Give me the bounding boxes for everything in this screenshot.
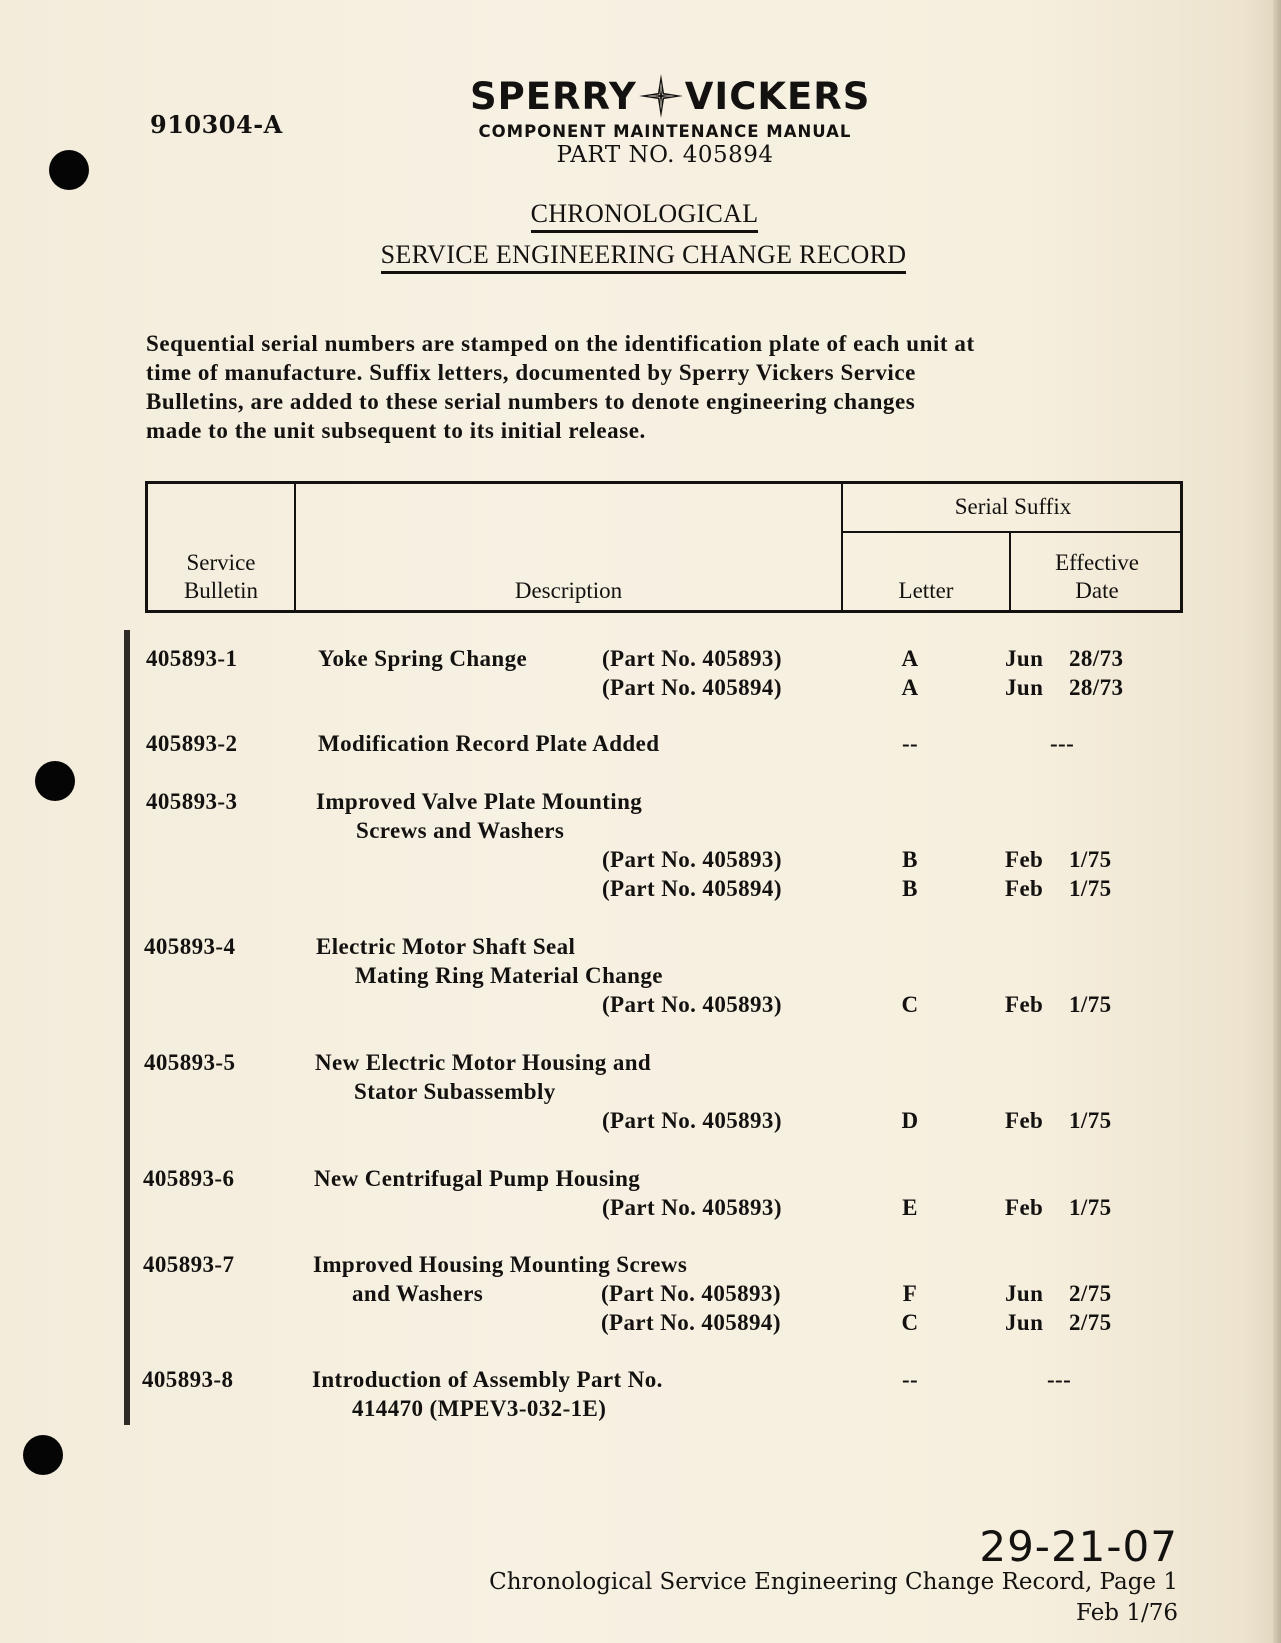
effective-date <box>1005 846 1145 874</box>
bulletin-number: 405893-2 <box>146 731 238 756</box>
description: Modification Record Plate Added <box>318 731 660 756</box>
header-text: Date <box>1075 578 1119 603</box>
bulletin-number: 405893-7 <box>143 1252 235 1277</box>
part-ref: (Part No. 405893) <box>602 992 782 1017</box>
date-month: Feb <box>1005 992 1044 1017</box>
header-text: Bulletin <box>183 578 259 603</box>
bulletin-number: 405893-5 <box>144 1050 236 1075</box>
manual-type: COMPONENT MAINTENANCE MANUAL <box>478 122 852 141</box>
part-ref: (Part No. 405893) <box>602 1108 782 1133</box>
description: New Centrifugal Pump Housing <box>314 1166 641 1191</box>
effective-date <box>1005 875 1145 903</box>
part-ref: (Part No. 405893) <box>602 847 782 872</box>
header-description: Description <box>514 578 623 603</box>
date-day-year: 2/75 <box>1069 1281 1112 1306</box>
date-month: Jun <box>1005 1310 1044 1335</box>
title-line-1: CHRONOLOGICAL <box>531 199 759 233</box>
effective-date <box>1005 674 1145 702</box>
bulletin-number: 405893-8 <box>142 1367 234 1392</box>
date-day-year: 2/75 <box>1069 1310 1112 1335</box>
intro-line: Sequential serial numbers are stamped on the identification plate of each unit at <box>146 331 975 356</box>
suffix-letter: B <box>902 876 918 901</box>
suffix-letter: -- <box>901 1367 919 1392</box>
date-month: Jun <box>1005 1281 1044 1306</box>
suffix-letter: C <box>901 1310 919 1335</box>
effective-date <box>1005 1194 1145 1222</box>
description: Stator Subassembly <box>354 1079 556 1104</box>
date-month: Jun <box>1005 675 1044 700</box>
date-month: Feb <box>1005 1195 1044 1220</box>
effective-date: --- <box>1050 731 1075 756</box>
date-day-year: 28/73 <box>1069 646 1124 671</box>
intro-line: Bulletins, are added to these serial numbers to denote engineering changes <box>146 389 916 414</box>
header-text: Effective <box>1055 550 1139 575</box>
intro-line: made to the unit subsequent to its initial release. <box>146 418 646 443</box>
effective-date <box>1005 1309 1145 1337</box>
description: Yoke Spring Change <box>318 646 528 671</box>
date-month: Feb <box>1005 847 1044 872</box>
date-day-year: 1/75 <box>1069 847 1112 872</box>
part-ref: (Part No. 405893) <box>602 1195 782 1220</box>
date-day-year: 1/75 <box>1069 992 1112 1017</box>
suffix-letter: E <box>902 1195 918 1220</box>
description: 414470 (MPEV3-032-1E) <box>352 1396 607 1421</box>
date-month: Jun <box>1005 646 1044 671</box>
suffix-letter: F <box>902 1281 918 1306</box>
date-month: Feb <box>1005 1108 1044 1133</box>
header-letter: Letter <box>898 578 954 603</box>
bulletin-number: 405893-1 <box>146 646 238 671</box>
footer-revision-date: Feb 1/76 <box>1076 1600 1178 1626</box>
description: Mating Ring Material Change <box>355 963 663 988</box>
header-serial-suffix: Serial Suffix <box>954 494 1072 519</box>
bulletin-number: 405893-3 <box>146 789 238 814</box>
part-ref: (Part No. 405893) <box>601 1281 781 1306</box>
intro-line: time of manufacture. Suffix letters, documented by Sperry Vickers Service <box>146 360 916 385</box>
effective-date <box>1005 1107 1145 1135</box>
header-text: Service <box>186 550 256 575</box>
description: Introduction of Assembly Part No. <box>312 1367 663 1392</box>
description: New Electric Motor Housing and <box>315 1050 652 1075</box>
effective-date <box>1005 1280 1145 1308</box>
effective-date <box>1005 645 1145 673</box>
document-number: 910304-A <box>150 110 283 139</box>
suffix-letter: D <box>901 1108 919 1133</box>
part-ref: (Part No. 405894) <box>601 1310 781 1335</box>
ata-chapter-code: 29-21-07 <box>979 1522 1178 1571</box>
date-day-year: 1/75 <box>1069 1108 1112 1133</box>
description: Improved Housing Mounting Screws <box>313 1252 688 1277</box>
part-number: PART NO. 405894 <box>556 142 774 168</box>
suffix-letter: B <box>902 847 918 872</box>
brand-left: SPERRY <box>470 74 637 118</box>
date-day-year: 28/73 <box>1069 675 1124 700</box>
part-ref: (Part No. 405894) <box>602 675 782 700</box>
title-line-2: SERVICE ENGINEERING CHANGE RECORD <box>381 240 907 274</box>
date-day-year: 1/75 <box>1069 1195 1112 1220</box>
part-ref: (Part No. 405894) <box>602 876 782 901</box>
brand-right: VICKERS <box>684 74 871 118</box>
footer-page-title: Chronological Service Engineering Change Record, Page 1 <box>489 1569 1178 1595</box>
bulletin-number: 405893-6 <box>143 1166 235 1191</box>
date-day-year: 1/75 <box>1069 876 1112 901</box>
suffix-letter: A <box>901 675 919 700</box>
effective-date: --- <box>1047 1367 1072 1392</box>
effective-date <box>1005 991 1145 1019</box>
description: Electric Motor Shaft Seal <box>316 934 576 959</box>
bulletin-number: 405893-4 <box>144 934 236 959</box>
description: Screws and Washers <box>356 818 565 843</box>
suffix-letter: -- <box>901 731 919 756</box>
description: and Washers <box>352 1281 484 1306</box>
suffix-letter: C <box>901 992 919 1017</box>
suffix-letter: A <box>901 646 919 671</box>
date-month: Feb <box>1005 876 1044 901</box>
description: Improved Valve Plate Mounting <box>316 789 643 814</box>
part-ref: (Part No. 405893) <box>602 646 782 671</box>
